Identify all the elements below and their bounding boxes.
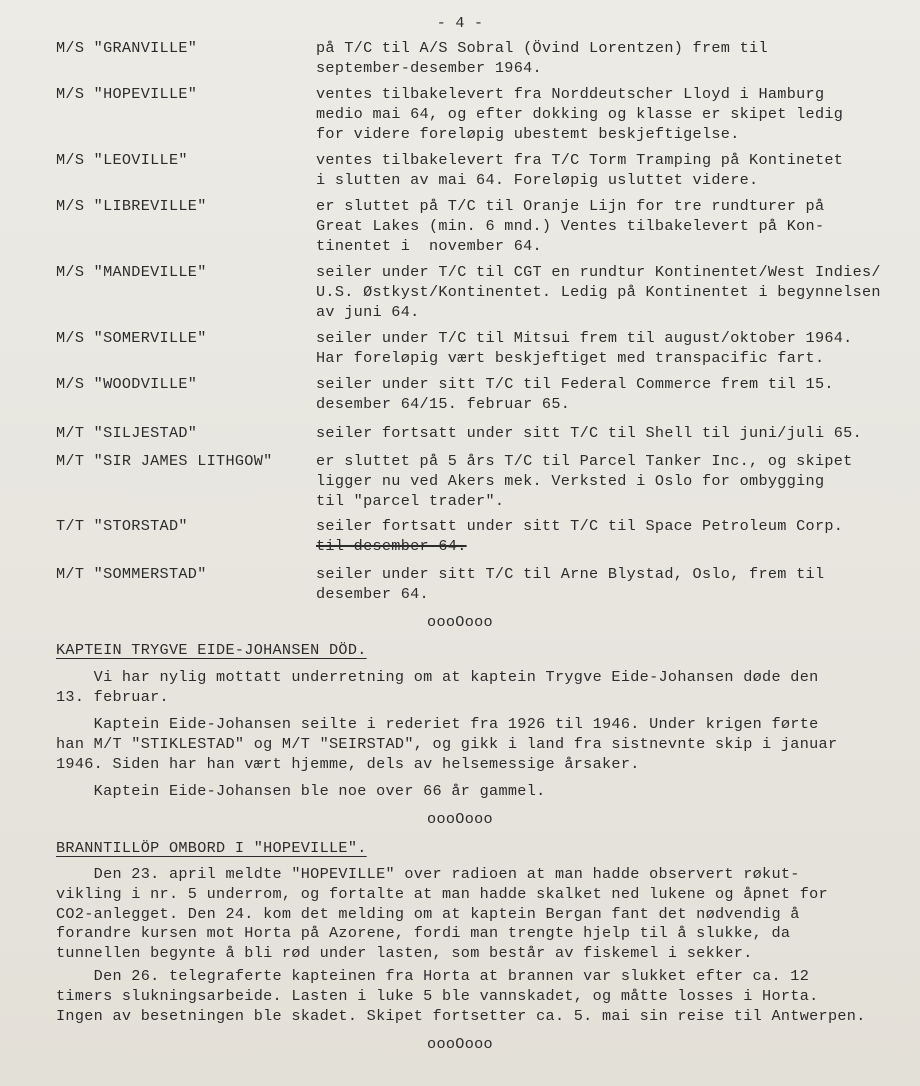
ship-status	[316, 151, 906, 191]
article-heading: BRANNTILLÖP OMBORD I "HOPEVILLE".	[56, 839, 367, 857]
paragraph-line: timers slukningsarbeide. Lasten i luke 5 ble vannskadet, og måtte losses i Horta.	[56, 986, 819, 1005]
ship-name: M/S "LEOVILLE"	[56, 151, 188, 169]
ship-status	[316, 85, 906, 144]
ship-status-line: U.S. Østkyst/Kontinentet. Ledig på Kontinentet i begynnelsen	[316, 282, 881, 301]
ship-status-line: seiler fortsatt under sitt T/C til Space Petroleum Corp.	[316, 517, 844, 535]
article-paragraph	[56, 967, 876, 1026]
ship-status-line: desember 64/15. februar 65.	[316, 394, 571, 413]
ship-status-line: på T/C til A/S Sobral (Övind Lorentzen) frem til	[316, 39, 768, 57]
struck-out-text: til desember 64.	[316, 536, 467, 555]
paragraph-line: han M/T "STIKLESTAD" og M/T "SEIRSTAD", og gikk i land fra sistnevnte skip i januar	[56, 734, 838, 753]
paragraph-line: tunnellen begynte å bli rød under lasten, som består av fiskemel i sekker.	[56, 944, 753, 963]
paragraph-line: Den 23. april meldte "HOPEVILLE" over radioen at man hadde observert røkut-	[56, 865, 800, 883]
paragraph-line: Vi har nylig mottatt underretning om at kaptein Trygve Eide-Johansen døde den	[56, 668, 819, 686]
ship-status-line: tinentet i november 64.	[316, 236, 542, 255]
ship-status-line: medio mai 64, og efter dokking og klasse er skipet ledig	[316, 104, 844, 123]
ship-status	[316, 197, 906, 256]
paragraph-line: Kaptein Eide-Johansen ble noe over 66 år gammel.	[56, 782, 546, 800]
ship-name: M/T "SILJESTAD"	[56, 424, 198, 442]
ship-name: T/T "STORSTAD"	[56, 517, 188, 535]
ship-name: M/S "WOODVILLE"	[56, 375, 198, 393]
ship-status	[316, 517, 906, 557]
article-paragraph	[56, 782, 876, 802]
section-separator: oooOooo	[427, 613, 493, 631]
ship-status-line: for videre foreløpig ubestemt beskjeftigelse.	[316, 124, 740, 143]
section-separator: oooOooo	[427, 1035, 493, 1053]
article-paragraph	[56, 668, 876, 708]
ship-name: M/T "SOMMERSTAD"	[56, 565, 207, 583]
ship-status-line: seiler under sitt T/C til Arne Blystad, Oslo, frem til	[316, 565, 825, 583]
ship-status-line: er sluttet på T/C til Oranje Lijn for tre rundturer på	[316, 197, 825, 215]
ship-status-line: ventes tilbakelevert fra T/C Torm Tramping på Kontinetet	[316, 151, 844, 169]
ship-name: M/S "LIBREVILLE"	[56, 197, 207, 215]
ship-status-line: til "parcel trader".	[316, 491, 505, 510]
section-separator: oooOooo	[427, 810, 493, 828]
ship-status-line: desember 64.	[316, 584, 429, 603]
ship-status	[316, 263, 906, 322]
paragraph-line: vikling i nr. 5 underrom, og fortalte at man hadde skalket ned lukene og åpnet for	[56, 884, 828, 903]
ship-status-line: Great Lakes (min. 6 mnd.) Ventes tilbakelevert på Kon-	[316, 216, 825, 235]
ship-status	[316, 375, 906, 415]
article-paragraph	[56, 865, 876, 964]
paragraph-line: CO2-anlegget. Den 24. kom det melding om at kaptein Bergan fant det nødvendig å	[56, 904, 800, 923]
ship-status-line: er sluttet på 5 års T/C til Parcel Tanker Inc., og skipet	[316, 452, 853, 470]
article-heading: KAPTEIN TRYGVE EIDE-JOHANSEN DÖD.	[56, 641, 367, 659]
ship-status-line: ligger nu ved Akers mek. Verksted i Oslo for ombygging	[316, 471, 825, 490]
page-number: - 4 -	[436, 15, 484, 32]
ship-status	[316, 424, 906, 444]
ship-status-line: ventes tilbakelevert fra Norddeutscher Lloyd i Hamburg	[316, 85, 825, 103]
ship-status	[316, 452, 906, 511]
ship-status-line: seiler under T/C til CGT en rundtur Kontinentet/West Indies/	[316, 263, 881, 281]
paragraph-line: forandre kursen mot Horta på Azorene, fordi man trengte hjelp til å slukke, da	[56, 924, 791, 943]
ship-name: M/S "MANDEVILLE"	[56, 263, 207, 281]
ship-status-line: seiler under T/C til Mitsui frem til august/oktober 1964.	[316, 329, 853, 347]
ship-status-line: Har foreløpig vært beskjeftiget med transpacific fart.	[316, 348, 825, 367]
ship-name: M/S "HOPEVILLE"	[56, 85, 198, 103]
paragraph-line: Kaptein Eide-Johansen seilte i rederiet fra 1926 til 1946. Under krigen førte	[56, 715, 819, 733]
ship-status-line: av juni 64.	[316, 302, 420, 321]
ship-name: M/S "GRANVILLE"	[56, 39, 198, 57]
ship-status	[316, 565, 906, 605]
ship-status	[316, 39, 906, 79]
ship-status	[316, 329, 906, 369]
ship-status-line: september-desember 1964.	[316, 58, 542, 77]
ship-status-line: seiler fortsatt under sitt T/C til Shell til juni/juli 65.	[316, 424, 863, 442]
ship-status-line: i slutten av mai 64. Foreløpig usluttet videre.	[316, 170, 759, 189]
ship-status-line: seiler under sitt T/C til Federal Commerce frem til 15.	[316, 375, 834, 393]
paragraph-line: 13. februar.	[56, 687, 169, 706]
paragraph-line: Den 26. telegraferte kapteinen fra Horta at brannen var slukket efter ca. 12	[56, 967, 810, 985]
paragraph-line: Ingen av besetningen ble skadet. Skipet fortsetter ca. 5. mai sin reise til Antwerpen.	[56, 1006, 866, 1025]
article-paragraph	[56, 715, 876, 774]
ship-name: M/S "SOMERVILLE"	[56, 329, 207, 347]
ship-name: M/T "SIR JAMES LITHGOW"	[56, 452, 273, 470]
paragraph-line: 1946. Siden har han vært hjemme, dels av helsemessige årsaker.	[56, 754, 640, 773]
